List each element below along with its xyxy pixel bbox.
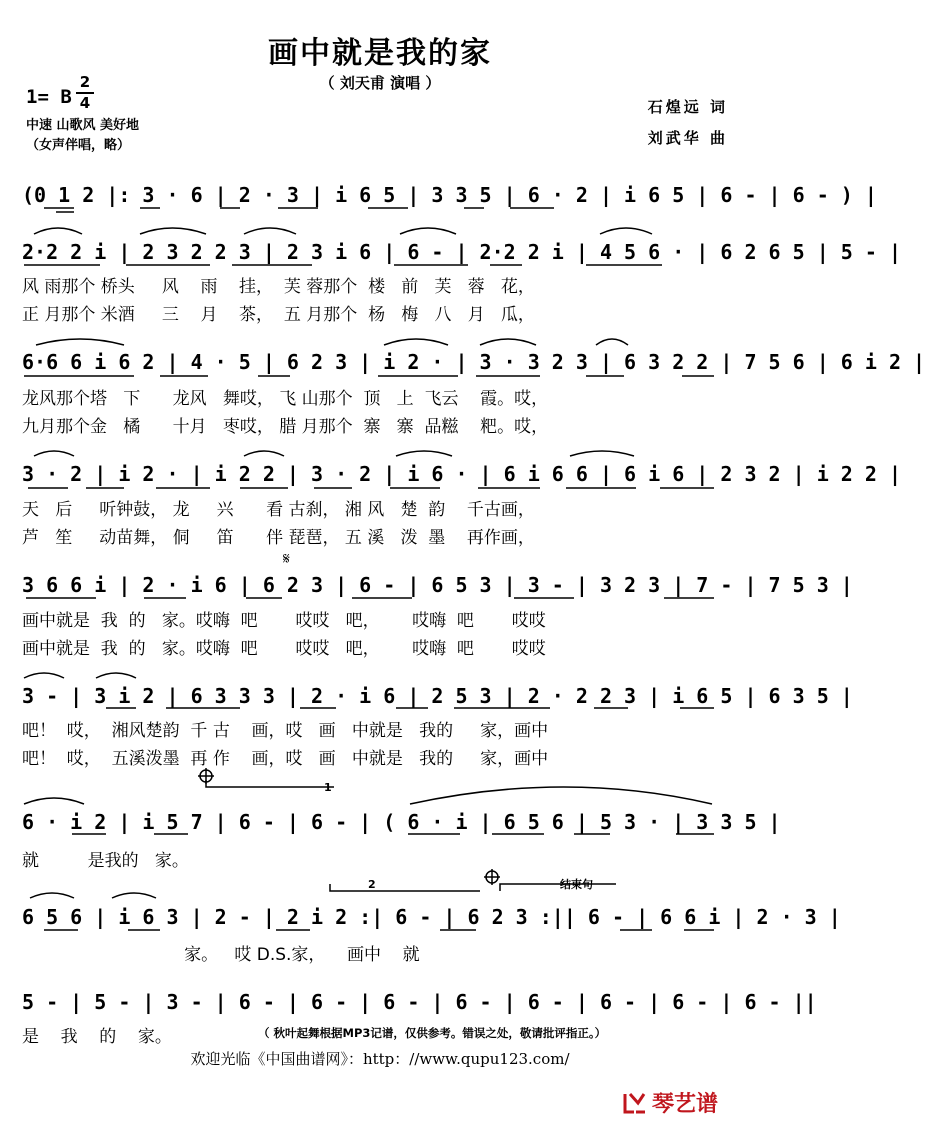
website-footer: 欢迎光临《中国曲谱网》：http：//www.qupu123.com/ [190,1050,570,1068]
lyrics-row-4-verse-1: 天 后 听钟鼓， 龙 兴 看 古刹， 湘 风 楚 韵 千古画， [22,500,535,520]
lyrics-row-3-verse-2: 九月那个金 橘 十月 枣哎， 腊 月那个 寨 寨 品糍 粑。哎， [22,417,549,437]
lyrics-row-5-verse-1: 画中就是 我 的 家。哎嗨 吧 哎哎 吧， 哎嗨 吧 哎哎 [22,611,546,631]
transcription-note: （ 秋叶起舞根据MP3记谱，仅供参考。错误之处，敬请批评指正。） [258,1026,607,1040]
lyrics-row-6-verse-2: 吧！ 哎， 五溪泼墨 再 作 画，哎 画 中就是 我的 家，画中 [22,749,549,769]
lyrics-row-7: 就 是我的 家。 [22,851,189,871]
logo-text: 琴艺谱 [652,1092,719,1117]
performer-line: （ 刘天甫 演唱 ） [319,74,441,92]
accompaniment-note: （女声伴唱，略） [26,138,131,153]
lyrics-row-9: 是 我 的 家。 [22,1027,172,1047]
score-row-7: 6 · i 2 | i 5 7 | 6 - | 6 - | ( 6 · i | 6 5 6 | 5 3 · | 3 3 5 | [22,810,781,834]
ending-2-label: 2 [368,878,376,891]
score-row-1: (0 1 2 |: 3 · 6 | 2 · 3 | i 6 5 | 3 3 5 | 6 · 2 | i 6 5 | 6 - | 6 - ) | [22,183,877,207]
lyrics-row-4-verse-2: 芦 笙 动苗舞， 侗 笛 伴 琵琶， 五 溪 泼 墨 再作画， [22,528,535,548]
time-top: 2 [79,73,91,91]
lyrics-row-2-verse-1: 风 雨那个 桥头 风 雨 挂， 芙 蓉那个 楼 前 芙 蓉 花， [22,277,535,297]
score-row-9: 5 - | 5 - | 3 - | 6 - | 6 - | 6 - | 6 - | 6 - | 6 - | 6 - | 6 - || [22,990,817,1014]
final-phrase-label: 结束句 [560,878,593,891]
svg-text:𝄋: 𝄋 [283,549,290,568]
score-row-4: 3 · 2 | i 2 · | i 2 2 | 3 · 2 | i 6 · | 6 i 6 6 | 6 i 6 | 2 3 2 | i 2 2 | [22,462,901,486]
ending-1-label: 1 [324,781,332,794]
song-title: 画中就是我的家 [268,36,492,71]
score-row-5: 3 6 6 i | 2 · i 6 | 6 2 3 | 6 - | 6 5 3 | 3 - | 3 2 3 | 7 - | 7 5 3 | [22,573,853,597]
lyrics-row-8: 家。 哎 D.S.家， 画中 就 [22,945,420,965]
key-signature: 1= B [26,86,72,108]
score-row-3: 6·6 6 i 6 2 | 4 · 5 | 6 2 3 | i 2 · | 3 · 3 2 3 | 6 3 2 2 | 7 5 6 | 6 i 2 | [22,350,925,374]
time-bottom: 4 [79,94,91,112]
lyrics-row-6-verse-1: 吧！ 哎， 湘风楚韵 千 古 画，哎 画 中就是 我的 家，画中 [22,721,549,741]
lyrics-row-2-verse-2: 正 月那个 米酒 三 月 茶， 五 月那个 杨 梅 八 月 瓜， [22,305,535,325]
score-row-8: 6 5 6 | i 6 3 | 2 - | 2 i 2 :| 6 - | 6 2 3 :|| 6 - | 6 6 i | 2 · 3 | [22,905,841,929]
tempo-marking: 中速 山歌风 美好地 [26,118,140,133]
lyrics-row-5-verse-2: 画中就是 我 的 家。哎嗨 吧 哎哎 吧， 哎嗨 吧 哎哎 [22,639,546,659]
composer-credit: 刘武华 曲 [647,129,728,147]
score-row-2: 2·2 2 i | 2 3 2 2 3 | 2 3 i 6 | 6 - | 2·2 2 i | 4 5 6 · | 6 2 6 5 | 5 - | [22,240,901,264]
lyricist-credit: 石煌远 词 [647,98,728,116]
lyrics-row-3-verse-1: 龙风那个塔 下 龙风 舞哎， 飞 山那个 顶 上 飞云 霞。哎， [22,389,549,409]
score-row-6: 3 - | 3 i 2 | 6 3 3 3 | 2 · i 6 | 2 5 3 | 2 · 2 2 3 | i 6 5 | 6 3 5 | [22,684,853,708]
